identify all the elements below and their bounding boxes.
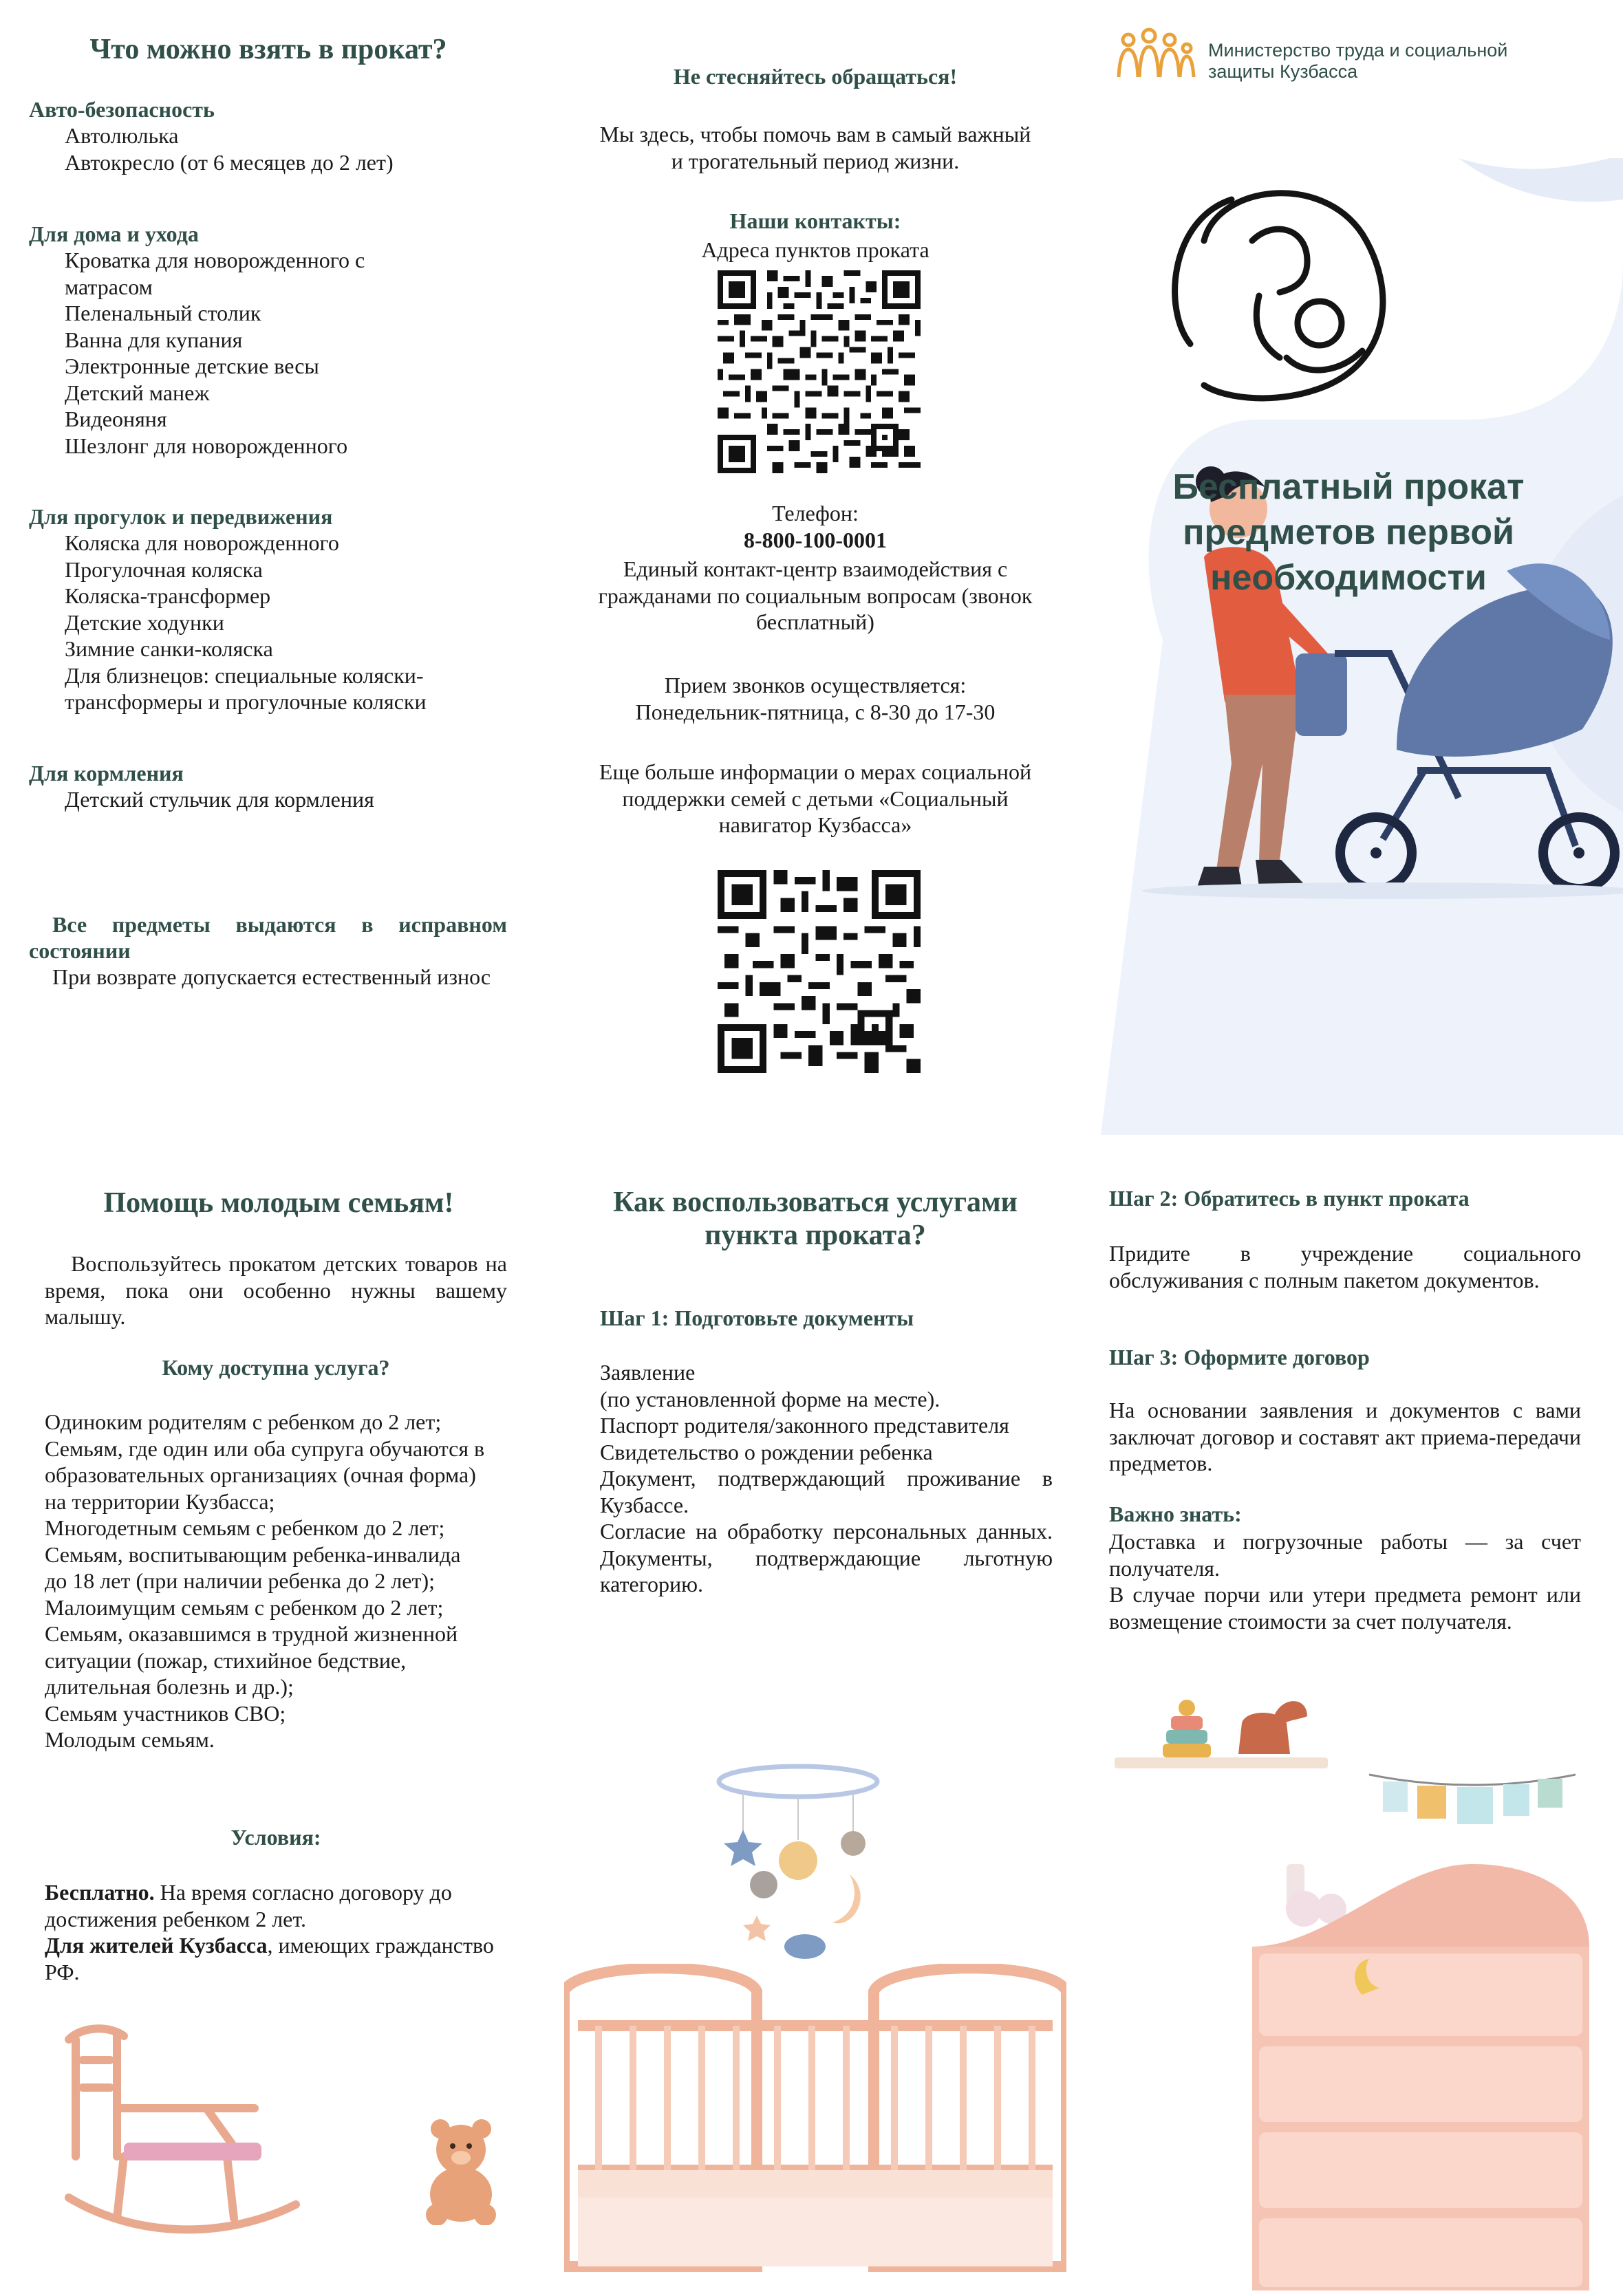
contacts-subtitle: Наши контакты:: [729, 208, 901, 233]
important-list: [1109, 1528, 1581, 1634]
section-heading: Для кормления: [29, 761, 184, 786]
condition-residents-text: , имеющих гражданство РФ.: [45, 1933, 494, 1984]
step3-title: Шаг 3: Оформите договор: [1109, 1345, 1370, 1369]
condition-residents: [45, 1932, 513, 1985]
list-item: трансформеры и прогулочные коляски: [65, 689, 427, 714]
doc-item: Документ, подтверждающий проживание в Кузбассе.: [600, 1466, 1053, 1517]
condition-free-text: На время согласно договору до достижения ребенком 2 лет.: [45, 1880, 452, 1931]
contact-center-text: Единый контакт-центр взаимодействия с гражданами по социальным вопросам (звонок бесплатный): [598, 556, 1033, 634]
doc-item: Согласие на обработку персональных данных. Документы, подтверждающие льготную категорию.: [600, 1519, 1053, 1596]
list-item: Малоимущим семьям с ребенком до 2 лет;: [45, 1594, 444, 1620]
rental-section-feeding: [29, 761, 524, 813]
list-item: Прогулочная коляска: [65, 556, 263, 582]
teddy-bear-icon: [413, 2115, 509, 2225]
condition-note: [29, 911, 507, 990]
step2-title: Шаг 2: Обратитесь в пункт проката: [1109, 1186, 1470, 1211]
important-title: Важно знать:: [1109, 1502, 1242, 1526]
list-item: Зимние санки-коляска: [65, 636, 273, 661]
who-title: Кому доступна услуга?: [162, 1355, 390, 1380]
addresses-label: Адреса пунктов проката: [701, 237, 929, 262]
more-info: Еще больше информации о мерах социальной поддержки семей с детьми «Социальный навигатор Кузбасса»: [599, 759, 1032, 837]
list-item: Семьям, где один или оба супруга обучаются в образовательных организациях (очная форма) на территории Кузбасса;: [45, 1436, 485, 1514]
call-hours: Прием звонков осуществляется: Понедельник-пятница, с 8-30 до 17-30: [635, 673, 996, 724]
condition-residents-bold: Для жителей Кузбасса: [45, 1933, 268, 1958]
conditions-title: Условия:: [230, 1825, 321, 1850]
step1-title: Шаг 1: Подготовьте документы: [600, 1306, 914, 1330]
list-item: Многодетным семьям с ребенком до 2 лет;: [45, 1515, 445, 1540]
list-item: В случае порчи или утери предмета ремонт или возмещение стоимости за счет получателя.: [1109, 1582, 1581, 1634]
step3-text: На основании заявления и документов с вами заключат договор и составят акт приема-передачи предметов.: [1109, 1398, 1581, 1475]
help-title: Помощь молодым семьям!: [103, 1187, 454, 1219]
rental-title: Что можно взять в прокат?: [89, 34, 447, 65]
step1-docs: [600, 1359, 1053, 1598]
list-item: Ванна для купания: [65, 327, 243, 352]
list-item: Доставка и погрузочные работы — за счет получателя.: [1109, 1529, 1581, 1581]
clothesline-icon: [1369, 1768, 1576, 1830]
list-item: Коляска для новорожденного: [65, 530, 339, 555]
phone-label: Телефон:: [772, 501, 859, 526]
list-item: Семьям, воспитывающим ребенка-инвалида до 18 лет (при наличии ребенка до 2 лет);: [45, 1541, 461, 1593]
addresses-qr-code[interactable]: [718, 270, 921, 473]
rocking-chair-icon: [55, 2019, 310, 2246]
list-item: Молодым семьям.: [45, 1727, 215, 1752]
list-item: Детские ходунки: [65, 609, 224, 635]
contacts-title: Не стесняйтесь обращаться!: [673, 64, 958, 89]
list-item: Электронные детские весы: [65, 354, 319, 378]
list-item: Семьям участников СВО;: [45, 1700, 286, 1726]
help-intro: Воспользуйтесь прокатом детских товаров на время, пока они особенно нужны вашему малышу.: [45, 1251, 507, 1329]
doc-item: Паспорт родителя/законного представителя: [600, 1413, 1009, 1438]
mother-baby-icon: [1175, 193, 1383, 398]
list-item: Семьям, оказавшимся в трудной жизненной ситуации (пожар, стихийное бедствие, длительная болезнь и др.);: [45, 1621, 458, 1699]
list-item: Одиноким родителям с ребенком до 2 лет;: [45, 1409, 442, 1434]
toy-shelf-icon: [1115, 1689, 1335, 1778]
list-item: матрасом: [65, 274, 153, 299]
doc-item: Заявление: [600, 1360, 696, 1385]
crib-icon: [564, 1964, 1066, 2287]
crib-mobile-icon: [716, 1757, 881, 1971]
rental-section-home: [29, 221, 524, 459]
doc-item: Свидетельство о рождении ребенка: [600, 1439, 933, 1464]
section-heading: Для дома и ухода: [29, 221, 199, 246]
section-heading: Авто-безопасность: [29, 97, 215, 122]
howto-title: Как воспользоваться услугами пункта проката?: [613, 1187, 1018, 1251]
doc-item: (по установленной форме на месте).: [600, 1386, 941, 1411]
condition-free-bold: Бесплатно.: [45, 1880, 155, 1905]
section-heading: Для прогулок и передвижения: [29, 504, 333, 529]
contacts-intro: Мы здесь, чтобы помочь вам в самый важный и трогательный период жизни.: [599, 122, 1031, 173]
list-item: Коляска-трансформер: [65, 583, 271, 608]
rental-section-auto: [29, 97, 524, 175]
who-list: [45, 1409, 519, 1753]
list-item: Автолюлька: [65, 123, 179, 148]
ministry-name: Министерство труда и социальной защиты Кузбасса: [1208, 40, 1508, 82]
ministry-logo-icon: [1115, 28, 1197, 83]
phone-number[interactable]: 8-800-100-0001: [744, 528, 887, 552]
note-title: Все предметы выдаются в исправном состоянии: [29, 912, 507, 963]
dresser-icon: [1245, 1850, 1596, 2290]
list-item: Для близнецов: специальные коляски-: [65, 662, 424, 688]
list-item: Кроватка для новорожденного с: [65, 248, 365, 272]
list-item: Видеоняня: [65, 407, 167, 431]
list-item: Шезлонг для новорожденного: [65, 433, 348, 458]
cover-title: Бесплатный прокат предметов первой необходимости: [1172, 467, 1525, 598]
note-text: При возврате допускается естественный износ: [52, 964, 491, 989]
list-item: Детский стульчик для кормления: [65, 787, 374, 812]
step2-text: Придите в учреждение социального обслуживания с полным пакетом документов.: [1109, 1241, 1581, 1292]
rental-section-walks: [29, 504, 524, 715]
backdrop-corner: [1459, 158, 1623, 202]
list-item: Детский манеж: [65, 380, 210, 405]
navigator-qr-code[interactable]: [718, 870, 921, 1073]
list-item: Автокресло (от 6 месяцев до 2 лет): [65, 149, 394, 175]
cover-illustration: [1101, 158, 1623, 1135]
condition-free: [45, 1879, 513, 1932]
list-item: Пеленальный столик: [65, 301, 261, 325]
